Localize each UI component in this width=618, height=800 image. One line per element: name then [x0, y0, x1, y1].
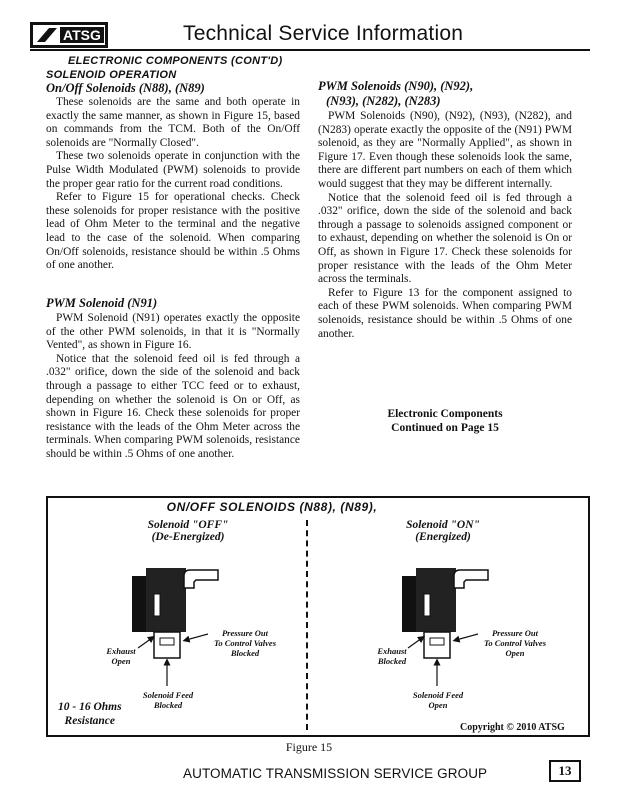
on-exhaust-callout [366, 646, 418, 666]
page-title: Technical Service Information [183, 22, 464, 45]
off-pressure-callout [200, 628, 290, 658]
pwm-n91-paragraph: Notice that the solenoid feed oil is fed through a .032" orifice, down the side of the solenoid and back through a passage to either TCC feed or to exhaust, depending on whether the solenoid is On or Off, as shown in Figure 16. Check these solenoids for proper resistance with the leads of the Ohm Meter across the terminals. When comparing PWM solenoids, resistance should be within .5 Ohms of one another. [46, 352, 300, 460]
callout-line: Solenoid Feed [142, 690, 194, 700]
onoff-heading: On/Off Solenoids (N88), (N89) [46, 81, 205, 95]
on-feed-callout [398, 690, 478, 710]
pwm-group-heading-line1: PWM Solenoids (N90), (N92), [318, 79, 474, 93]
pwm-group-paragraph: Refer to Figure 13 for the component assigned to each of these PWM solenoids. When comparing PWM solenoids, resistance should be within .5 Ohms of one another. [318, 286, 572, 340]
callout-line: Exhaust [106, 646, 136, 656]
pwm-n91-heading: PWM Solenoid (N91) [46, 296, 158, 310]
logo-text: ATSG [60, 27, 104, 43]
onoff-paragraph: Refer to Figure 15 for operational checks. Check these solenoids for proper resistance with the positive lead of Ohm Meter to the terminal and the negative lead to the case of the solenoid. When comparing On/Off solenoids, resistance should be within .5 Ohms of one another. [46, 191, 300, 272]
pwm-group-heading-line2: (N93), (N282), (N283) [326, 94, 441, 108]
resistance-line: 10 - 16 Ohms [58, 701, 122, 713]
solenoid-off-line1: Solenoid "OFF" [147, 519, 229, 531]
pwm-n91-body [46, 312, 300, 462]
callout-line: Solenoid Feed [412, 690, 464, 700]
callout-line: Blocked [230, 648, 260, 658]
callout-line: To Control Valves [483, 638, 547, 648]
header-rule [30, 49, 590, 51]
pwm-n91-paragraph: PWM Solenoid (N91) operates exactly the opposite of the other PWM solenoids, in that it is "Normally Vented", as shown in Figure 16. [46, 312, 300, 352]
callout-line: To Control Valves [213, 638, 277, 648]
callout-line: Open [111, 656, 131, 666]
continued-note [318, 407, 572, 435]
off-feed-callout [128, 690, 208, 710]
footer-text: AUTOMATIC TRANSMISSION SERVICE GROUP [183, 766, 488, 781]
callout-line: Pressure Out [221, 628, 269, 638]
continued-note-line1: Electronic Components [387, 408, 503, 420]
solenoid-on-line2: (Energized) [415, 531, 471, 543]
continued-note-line2: Continued on Page 15 [391, 422, 499, 434]
resistance-line: Resistance [64, 715, 116, 727]
pwm-group-paragraph: Notice that the solenoid feed oil is fed through a .032" orifice, down the side of the solenoid and back through a passage to solenoids assigned component or to exhaust, depending on whether the solenoid is On or Off, as shown in Figure 17. Check these solenoids for proper resistance with the leads of the Ohm Meter across the terminals. [318, 191, 572, 286]
pwm-group-body [318, 110, 572, 341]
copyright-notice: Copyright © 2010 ATSG [460, 722, 565, 733]
figure-caption: Figure 15 [285, 740, 333, 754]
callout-line: Open [505, 648, 525, 658]
callout-line: Exhaust [377, 646, 407, 656]
atsg-logo [30, 22, 108, 48]
figure-title: ON/OFF SOLENOIDS (N88), (N89), [166, 500, 378, 514]
off-exhaust-callout [96, 646, 146, 666]
onoff-paragraph: These solenoids are the same and both operate in exactly the same manner, as shown in Figure 15, based on commands from the TCM. Both of the On/Off solenoids are "Normally Closed". [46, 96, 300, 149]
callout-line: Blocked [377, 656, 407, 666]
solenoid-on-line1: Solenoid "ON" [406, 519, 480, 531]
callout-line: Blocked [153, 700, 183, 710]
page-number: 13 [549, 760, 581, 782]
on-pressure-callout [470, 628, 560, 658]
section-continued-title: ELECTRONIC COMPONENTS (CONT'D) [68, 55, 283, 67]
callout-line: Pressure Out [491, 628, 539, 638]
onoff-paragraph: These two solenoids operate in conjunction with the Pulse Width Modulated (PWM) solenoids to provide the proper gear ratio for the current road conditions. [46, 150, 300, 190]
onoff-body [46, 96, 300, 273]
logo-mark-icon [37, 28, 57, 42]
solenoid-off-line2: (De-Energized) [151, 531, 225, 543]
pwm-group-paragraph: PWM Solenoids (N90), (N92), (N93), (N282), and (N283) operate exactly the opposite of the (N91) PWM solenoid, as they are "Normally Applied", as shown in Figure 17. Even though these solenoids look the same, there are different part numbers on each of them which would suggest that they may be different internally. [318, 110, 572, 190]
section-operation-title: SOLENOID OPERATION [46, 69, 177, 81]
resistance-spec [58, 700, 122, 728]
callout-line: Open [428, 700, 448, 710]
